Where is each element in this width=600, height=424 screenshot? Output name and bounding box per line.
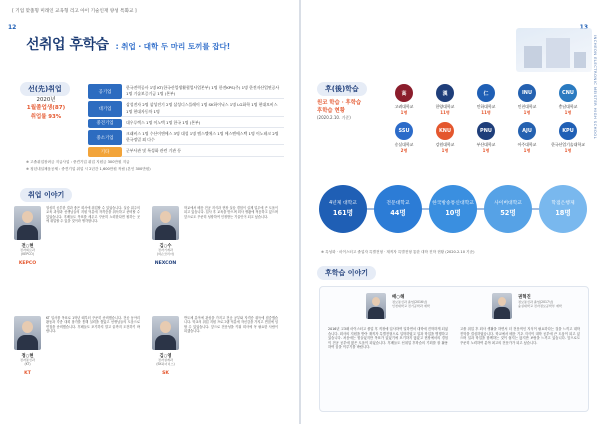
university-item (549, 122, 587, 154)
right-page (301, 0, 600, 424)
student-photo (152, 206, 179, 240)
circle-note: ※ 특성화 · 마이스터고 졸업자 특별전형 · 재직자 특별전형 통한 대학 진학 현황 (2020.2.10 기준) (321, 250, 475, 254)
circle-value: 161명 (332, 209, 354, 217)
university-logo-icon: AJU (518, 122, 536, 140)
university-count: 11명 (440, 110, 450, 115)
university-item (549, 84, 587, 116)
employment-table (88, 84, 284, 159)
student-dept: 정보통신과 졸업(2016년) 인천대학교 전기공학과 재학 (392, 300, 430, 308)
university-name: 충남대학교 (558, 104, 578, 109)
student-photo (14, 206, 41, 240)
story-text: 고졸 취업 후 회사 생활을 하면서 더 전문적인 지식이 필요하다는 것을 느끼고 대학 진학을 결심하였습니다. 학교에서 배운 기초 지식이 대학 공부에 큰 도움이 되고 있으며 일과 학업을 함께하는 것이 쉽지는 않지만 보람을 느끼고 있습니다. 앞으로도 꾸준히 노력하여 분야 최고의 전문가가 되고 싶습니다. (460, 327, 580, 345)
row-label: 기타 (88, 147, 122, 156)
student-photo (366, 293, 386, 319)
university-name: 아주대학교 (517, 142, 537, 147)
student-dept: 전자설계과 (SK하이닉스) (156, 358, 175, 366)
university-count: 1명 (564, 148, 572, 153)
row-text: 크래비스 1명 수산이앤에스 3명 대성 1명 엠스엘에스 1명 에스엔에스텍 1명 이노테크 2명 한국정밀 외 다수 (122, 130, 284, 145)
circle-label: 한국방송통신대학교 (432, 201, 474, 206)
university-count: 1명 (482, 148, 490, 153)
university-logo-icon: 仁 (477, 84, 495, 102)
university-logo-icon: CNU (559, 84, 577, 102)
story-text: 학교에서 배운 전공 지식과 현장 실습 경험이 실제 업무에 큰 도움이 되고 있습니다. 입사 후 교육을 받으며 회사 생활에 적응하고 있으며 앞으로도 꾸준히 성장하여 인정받는 기술인이 되고 싶습니다. (184, 206, 278, 219)
university-item (467, 122, 505, 154)
summary-note: 취업률 93% (30, 114, 62, 120)
student-name: 전○현 (21, 244, 34, 249)
company-logo: NEXCON (154, 261, 177, 266)
profile-card (14, 206, 142, 301)
university-logo-icon: KPU (559, 122, 577, 140)
story-text: 반도체 분야에 관심을 가지고 전공 공부와 자격증 취득에 집중했습니다. 학교의 취업 지원 프로그램 덕분에 자신감을 가지고 면접에 임할 수 있었습니다. 앞으로 전문성을 키워 회사에 꼭 필요한 사람이 되겠습니다. (184, 316, 278, 334)
summary-line: 1월졸업생(87) (26, 105, 66, 111)
title-sub: : 취업 · 대학 두 마리 토끼를 잡다! (115, 42, 231, 51)
university-logo-icon: PNU (477, 122, 495, 140)
study-subtitle: 후학습 현황 (317, 108, 345, 114)
row-label: 중소기업 (88, 130, 122, 145)
study-type-circle (374, 185, 422, 233)
study-date: (2020.2.10. 기준) (317, 115, 351, 120)
student-photo (14, 316, 41, 350)
university-item (385, 122, 423, 154)
section-study-story-heading: 후학습 이야기 (317, 266, 376, 280)
profile-card (14, 316, 142, 411)
circle-label: 학점은행제 (551, 201, 575, 206)
university-name: 한국산업기술대학교 (551, 142, 585, 147)
circle-value: 44명 (390, 209, 406, 217)
section-employment-heading: 선(先)취업 (20, 82, 70, 96)
university-name: 부산대학교 (476, 142, 496, 147)
company-logo: SK (162, 371, 169, 376)
header-topline: [ 기업 맞춤형 미래인 교육형 리고 아이 기술인재 양성 특화교 ] (12, 9, 137, 14)
student-name: 권혁진 (518, 295, 531, 300)
section-study-heading: 후(後)학습 (317, 82, 367, 96)
student-dept: 정보통신과 졸업(2017년) 숭실대학교 전자정보공학부 재학 (518, 300, 562, 308)
university-logo-icon: INU (518, 84, 536, 102)
study-story-panel (319, 286, 589, 412)
university-count: 1명 (441, 148, 449, 153)
row-text: 군부사관 및 특성화 관련 기관 등 (122, 147, 284, 156)
student-dept: 전자기계과 (넥슨코리아) (156, 248, 175, 256)
student-photo (492, 293, 512, 319)
study-summary (317, 98, 381, 121)
story-text: 2016년 고3때 마이스터고 졸업 후 직장에 입사하여 일하면서 대학에 진학하게 되었습니다. 회사의 지원을 받아 재직자 특별전형으로 입학하였고 일과 학업을 병행하고 있습니다. 처음에는 힘들었지만 목표가 있었기에 포기하지 않았고 현장에서의 경험이 전공 공부에 많은 도움이 되었습니다. 후배들도 선취업 후학습의 기회를 잘 활용하여 꿈을 이루기를 바랍니다. (328, 327, 448, 349)
university-logo-icon: SSU (395, 122, 413, 140)
student-name: 배○해 (392, 295, 405, 300)
university-count: 11명 (481, 110, 491, 115)
student-dept: 전자회로과 (KEPCO) (20, 248, 35, 256)
profile-card (152, 206, 280, 301)
story-text: KT 입사를 목표로 1학년 때부터 꾸준히 준비했습니다. 전공 동아리 활동과 각종 대회 참가를 통해 실력을 쌓았고 선생님들의 도움으로 면접을 준비했습니다. 후배들도 포기하지 말고 끝까지 도전하기 바랍니다. (46, 316, 140, 334)
study-type-circle (319, 185, 367, 233)
student-dept: 전자통신과 (KT) (20, 358, 35, 366)
university-item (467, 84, 505, 116)
student-photo (152, 316, 179, 350)
university-item (508, 122, 546, 154)
study-type-circles (319, 185, 589, 245)
row-text: 대우루렉스 1명 이노텍 1명 한국 1명 (본부) (122, 119, 284, 128)
circle-label: 전문대학교 (386, 201, 410, 206)
student-name: 김○수 (159, 244, 172, 249)
vertical-school-name: INCHEON ELECTRONIC MEISTER HIGH SCHOOL (593, 35, 598, 140)
university-item (426, 122, 464, 154)
footnote: ※ 고졸취업장려금 지급사업 : 중견기업 취업 지원금 300만원 지급 (26, 160, 130, 164)
university-logo-icon: 高 (395, 84, 413, 102)
row-label: 공기업 (88, 84, 122, 99)
university-name: 강원대학교 (435, 142, 455, 147)
university-item (385, 84, 423, 116)
university-count: 2명 (400, 148, 408, 153)
circle-value: 52명 (500, 209, 516, 217)
university-logo-icon: KNU (436, 122, 454, 140)
table-row (88, 84, 284, 99)
circle-value: 10명 (445, 209, 461, 217)
university-count: 1명 (400, 110, 408, 115)
row-text: 삼성전자 2명 삼성전기 2명 삼성디스플레이 1명 SK하이닉스 1명 LG화학 1명 현대모비스 1명 현대자동차 1명 (122, 101, 284, 116)
company-logo: KT (24, 371, 31, 376)
study-title: 원코 학습 · 후학습 (317, 100, 362, 106)
university-name: 숭실대학교 (394, 142, 414, 147)
table-row (88, 130, 284, 145)
profile-card (152, 316, 280, 411)
campus-illustration (516, 28, 592, 72)
student-name: 김○영 (159, 354, 172, 359)
footnote: ※ 청년내일채움공제 : 중견기업 취업 시 2년간 1,600만원 적립 (본인 300만원) (26, 167, 151, 171)
row-label: 대기업 (88, 101, 122, 116)
university-count: 1명 (523, 110, 531, 115)
employment-summary (20, 97, 72, 120)
table-row (88, 147, 284, 156)
university-name: 한양대학교 (435, 104, 455, 109)
page-title (26, 34, 230, 54)
table-row (88, 101, 284, 116)
summary-year: 2020년 (36, 97, 56, 103)
university-logo-icon: 漢 (436, 84, 454, 102)
university-name: 고려대학교 (394, 104, 414, 109)
study-type-circle (429, 185, 477, 233)
circle-label: 사이버대학교 (494, 201, 522, 206)
row-text: 한국전력공사 1명 KT(한국산업생활협업사업본부) 1명 한전KPS(주) 1명 한전자산업연공사 1명 기술보증기금 1명 (본부) (122, 84, 284, 99)
university-count: 1명 (523, 148, 531, 153)
title-main: 선취업 후학습 (26, 37, 109, 53)
study-type-circle (484, 185, 532, 233)
university-item (508, 84, 546, 116)
study-type-circle (539, 185, 587, 233)
table-row (88, 119, 284, 128)
university-name: 인하대학교 (476, 104, 496, 109)
company-logo: KEPCO (18, 261, 37, 266)
section-story-heading: 취업 이야기 (20, 188, 72, 202)
circle-value: 18명 (555, 209, 571, 217)
student-name: 정○현 (21, 354, 34, 359)
story-text: 열심히 공부한 결과 좋은 회사에 취업할 수 있었습니다. 실습 위주의 교육 과정과 선생님들의 지원 덕분에 자격증을 취득하고 준비할 수 있었습니다. 후배들도 목표를 세우고 꾸준히 노력한다면 원하는 곳에 취업할 수 있을 것이라 생각합니다. (46, 206, 140, 224)
university-item (426, 84, 464, 116)
page-number-left: 12 (8, 24, 17, 31)
row-label: 중견기업 (88, 119, 122, 128)
university-name: 인천대학교 (517, 104, 537, 109)
circle-label: 4년제 대학교 (329, 201, 357, 206)
university-count: 1명 (564, 110, 572, 115)
left-page (0, 0, 299, 424)
